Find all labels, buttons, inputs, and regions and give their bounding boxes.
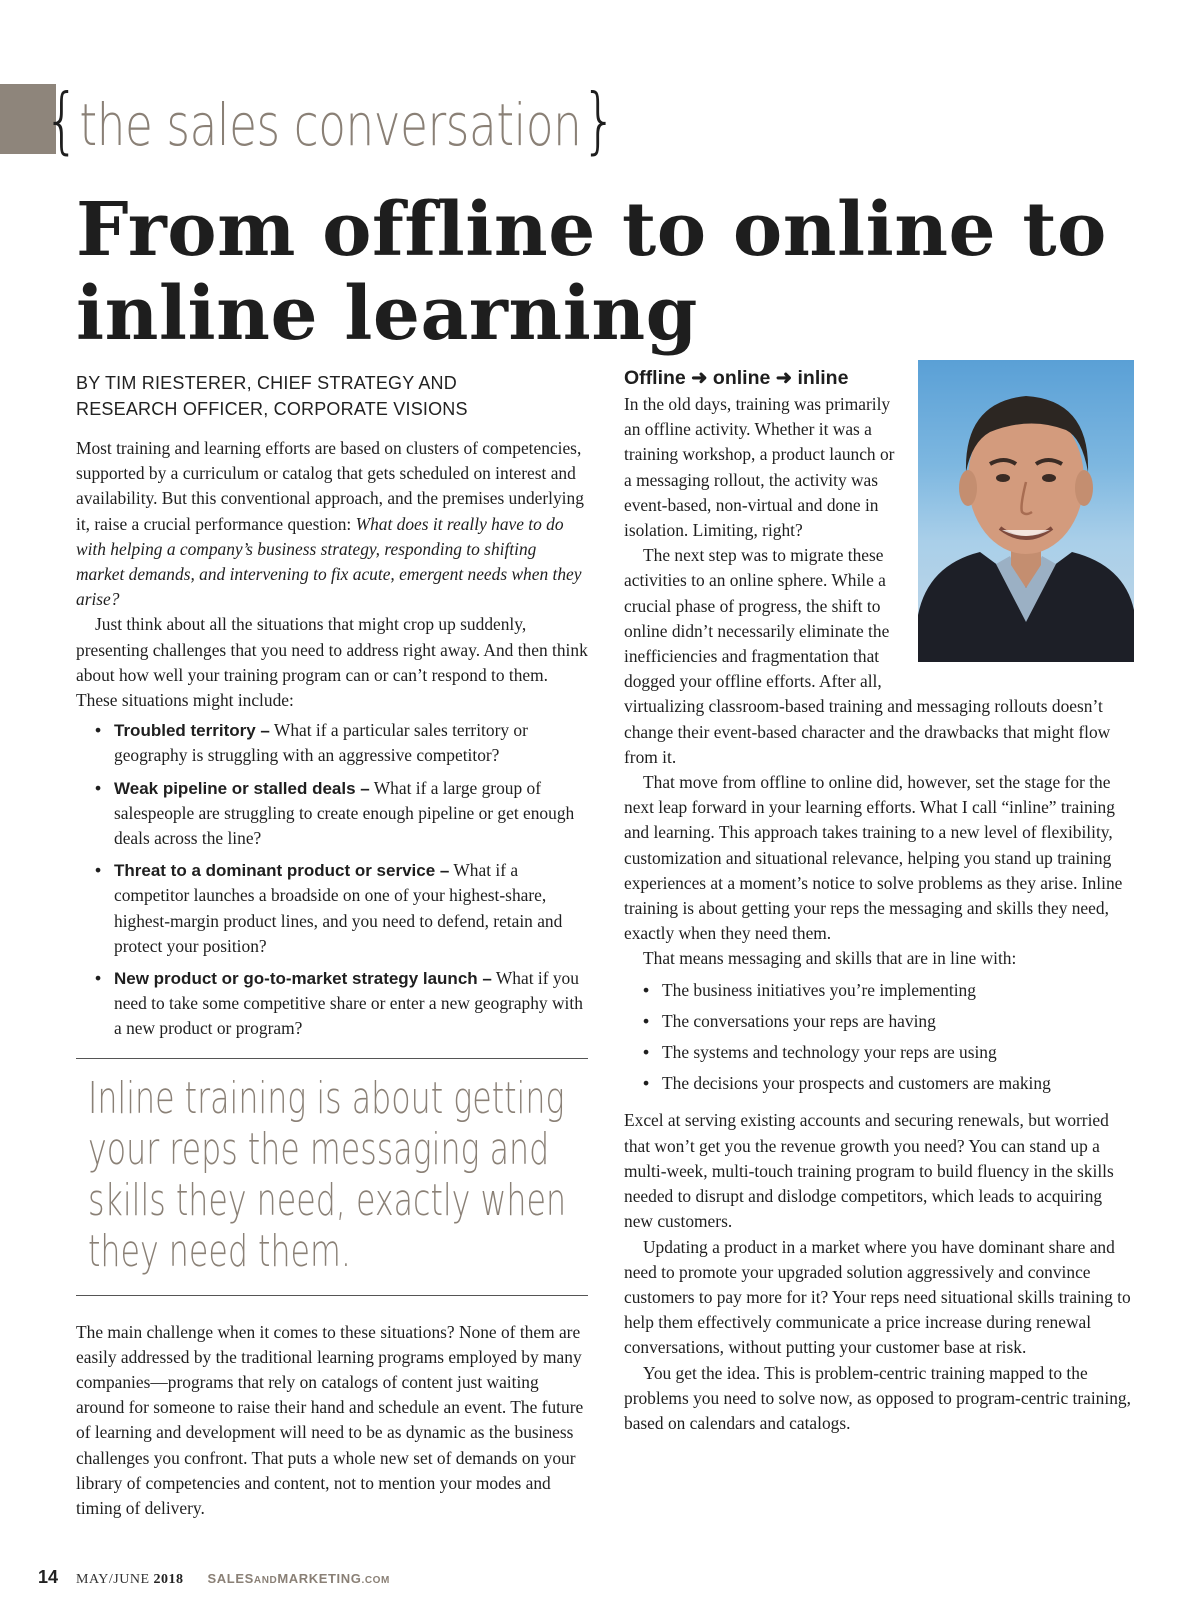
right-paragraph-7: You get the idea. This is problem-centric training mapped to the problems you need to solve now, as opposed to program-centric training, based on calendars and catalogs. bbox=[624, 1362, 1131, 1433]
right-paragraph-3: That move from offline to online did, however, set the stage for the next leap forward in your learning efforts. What I call “inline” training and learning. This approach takes training to a new level of flexibility, customization and situational relevance, helping you stand up training experiences at a moment’s notice to solve problems as they arise. Inline training is about getting your reps the messaging and skills they need, exactly when they need them. bbox=[624, 772, 1123, 944]
issue-month: MAY/JUNE bbox=[76, 1572, 150, 1587]
bullet-text: What if a competitor launches a broadside on one of your highest-share, highest-margin product lines, and you need to defend, retain and protect your position? bbox=[114, 860, 563, 956]
list-item bbox=[114, 776, 588, 852]
pull-quote bbox=[76, 1058, 588, 1296]
intro-paragraph bbox=[76, 436, 588, 612]
article-headline: From offline to online to inline learning bbox=[76, 187, 1107, 357]
pull-quote-text: Inline training is about getting your reps the messaging and skills they need, exactly when they need them. bbox=[88, 1072, 567, 1277]
bullet-title: Weak pipeline or stalled deals – bbox=[114, 778, 370, 798]
section-heading bbox=[44, 80, 617, 160]
situations-paragraph: Just think about all the situations that might crop up suddenly, presenting challenges that you need to address right away. And then think about how well your training program can or can’t respond to them. These situations might include: bbox=[76, 614, 588, 711]
list-item bbox=[114, 718, 588, 768]
byline bbox=[76, 370, 588, 422]
byline-line-2: RESEARCH OFFICER, CORPORATE VISIONS bbox=[76, 399, 468, 419]
inline-list bbox=[624, 978, 1134, 1097]
bullet-title: Troubled territory – bbox=[114, 721, 270, 741]
list-item bbox=[114, 858, 588, 959]
section-open-bracket: { bbox=[44, 78, 80, 162]
site-part-2: AND bbox=[253, 1575, 278, 1586]
issue-date bbox=[76, 1572, 184, 1587]
right-paragraph-5: Excel at serving existing accounts and securing renewals, but worried that won’t get you the revenue growth you need? You can stand up a multi-week, multi-touch training program to build fluency in the skills needed to disrupt and dislodge competitors, which leads to acquiring new customers. bbox=[624, 1110, 1114, 1232]
bullet-title: Threat to a dominant product or service – bbox=[114, 861, 450, 881]
intro-question: What does it really have to do with helping a company’s business strategy, responding to shifting market demands, and intervening to fix acute, emergent needs when they arise? bbox=[76, 513, 582, 610]
section-subhead: Offline ➜ online ➜ inline bbox=[624, 367, 849, 389]
section-close-bracket: } bbox=[581, 78, 617, 162]
right-paragraph-4: That means messaging and skills that are in line with: bbox=[643, 948, 1017, 969]
right-paragraph-1: In the old days, training was primarily an offline activity. Whether it was a training workshop, a product launch or a messaging rollout, the activity was event-based, non-virtual and done in isolation. Limiting, right? bbox=[624, 394, 895, 541]
situations-list bbox=[76, 718, 588, 1041]
list-item bbox=[114, 966, 588, 1042]
byline-line-1: BY TIM RIESTERER, CHIEF STRATEGY AND bbox=[76, 373, 457, 393]
author-portrait-image bbox=[918, 360, 1134, 662]
list-item: • The decisions your prospects and customers are making bbox=[662, 1071, 1134, 1096]
page-number: 14 bbox=[38, 1567, 59, 1587]
website bbox=[208, 1571, 390, 1586]
bullet-text: What if a particular sales territory or geography is struggling with an aggressive competitor? bbox=[114, 720, 528, 766]
left-column bbox=[76, 370, 588, 1521]
list-item: • The systems and technology your reps are using bbox=[662, 1040, 1134, 1065]
list-item: • The conversations your reps are having bbox=[662, 1009, 1134, 1034]
list-item: • The business initiatives you’re implementing bbox=[662, 978, 1134, 1003]
right-paragraph-2: The next step was to migrate these activities to an online sphere. While a crucial phase of progress, the shift to online didn’t necessarily eliminate the inefficiencies and fragmentation that dogged your offline efforts. After all, virtualizing classroom-based training and messaging rollouts doesn’t change their event-based character and the drawbacks that might flow from it. bbox=[624, 545, 1111, 767]
bullet-title: New product or go-to-market strategy launch – bbox=[114, 969, 492, 989]
challenge-paragraph: The main challenge when it comes to these situations? None of them are easily addressed by the traditional learning programs employed by many companies—programs that rely on catalogs of content just waiting around for someone to raise their hand and schedule an event. The future of learning and development will need to be as dynamic as the business challenges you confront. That puts a whole new set of demands on your library of competencies and content, not to mention your modes and timing of delivery. bbox=[76, 1321, 584, 1519]
site-part-4: .COM bbox=[361, 1575, 390, 1586]
section-title: the sales conversation bbox=[79, 91, 582, 159]
right-column bbox=[624, 366, 1134, 1436]
right-paragraph-6: Updating a product in a market where you have dominant share and need to promote your upgraded solution aggressively and convince customers to pay more for it? Your reps need situational skills training to help them effectively communicate a price increase during renewal conversations, without putting your customer base at risk. bbox=[624, 1236, 1131, 1358]
issue-year: 2018 bbox=[153, 1572, 184, 1587]
bullet-text: What if a large group of salespeople are struggling to create enough pipeline or get enough deals across the line? bbox=[114, 777, 575, 849]
bullet-text: What if you need to take some competitive share or enter a new geography with a new product or program? bbox=[114, 968, 583, 1039]
site-part-3: MARKETING bbox=[277, 1571, 362, 1586]
page-footer bbox=[38, 1567, 390, 1591]
author-photo bbox=[918, 360, 1134, 662]
site-part-1: SALES bbox=[207, 1571, 254, 1586]
intro-text: Most training and learning efforts are based on clusters of competencies, supported by a curriculum or catalog that gets scheduled on interest and availability. But this conventional approach, and the premises underlying it, raise a crucial performance question: bbox=[76, 438, 584, 534]
